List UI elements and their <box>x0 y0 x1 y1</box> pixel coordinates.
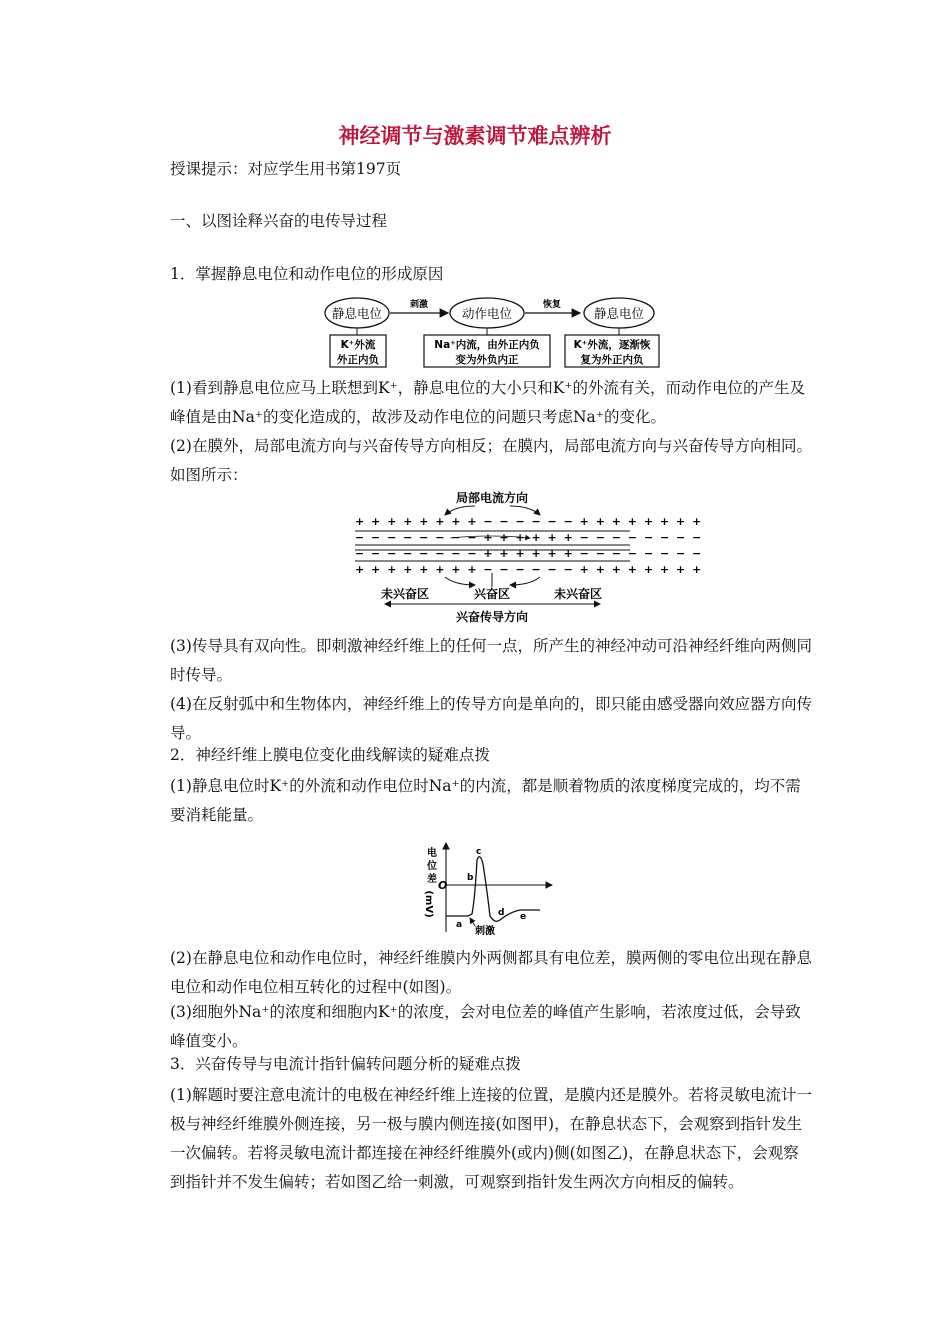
point-b: b <box>467 873 474 883</box>
unexcited-zone-left: 未兴奋区 <box>380 587 430 601</box>
paragraph-6: (2)在静息电位和动作电位时，神经纤维膜内外两侧都具有电位差，膜两侧的零电位出现在静息电位和动作电位相互转化的过程中(如图)。 <box>170 949 812 996</box>
note2-line2: 变为外负内正 <box>455 354 519 366</box>
item-heading-1: 1．掌握静息电位和动作电位的形成原因 <box>170 265 444 283</box>
paragraph-5: (1)静息电位时K⁺的外流和动作电位时Na⁺的内流，都是顺着物质的浓度梯度完成的，均不需要消耗能量。 <box>170 777 801 824</box>
flow-arrow1-label: 刺激 <box>409 300 429 310</box>
flow-box1: 静息电位 <box>331 306 383 321</box>
paragraph-8: (1)解题时要注意电流计的电极在神经纤维上连接的位置，是膜内还是膜外。若将灵敏电流计一极与神经纤维膜外侧连接，另一极与膜内侧连接(如图甲)，在静息状态下，会观察到指针发生一次偏转。若将灵敏电流计都连接在神经纤维膜外(或内)侧(如图乙)，在静息状态下，会观察到指针并不发生偏转；若如图乙给一刺激，可观察到指针发生两次方向相反的偏转。 <box>170 1086 812 1191</box>
outer-charges-bottom: + + + + + + + + − − − − − − + + + + + + + + <box>355 563 703 576</box>
inner-charges-bottom: − − − − − − − − + + + + + + − − − − − − − − <box>355 547 703 560</box>
note1-line2: 外正内负 <box>337 354 379 366</box>
graph-ylabel-2: 位 <box>427 861 437 872</box>
paragraph-2: (2)在膜外，局部电流方向与兴奋传导方向相反；在膜内，局部电流方向与兴奋传导方向相同。如图所示： <box>170 437 812 484</box>
origin-label: O <box>438 879 448 892</box>
excited-zone: 兴奋区 <box>473 587 511 601</box>
item-heading-2: 2．神经纤维上膜电位变化曲线解读的疑难点拨 <box>170 746 490 764</box>
paragraph-3: (3)传导具有双向性。即刺激神经纤维上的任何一点，所产生的神经冲动可沿神经纤维向两侧同时传导。 <box>170 637 812 684</box>
outer-charges-top: + + + + + + + + − − − − − − + + + + + + + + <box>355 515 703 528</box>
page-title: 神经调节与激素调节难点辨析 <box>338 124 612 148</box>
item-heading-3: 3．兴奋传导与电流计指针偏转问题分析的疑难点拨 <box>170 1055 521 1073</box>
stimulus-label: 刺激 <box>475 926 495 937</box>
note1-line1: K⁺外流 <box>340 339 376 351</box>
conduction-direction-label: 兴奋传导方向 <box>455 610 529 624</box>
paragraph-4: (4)在反射弧中和生物体内，神经纤维上的传导方向是单向的，即只能由感受器向效应器方向传导。 <box>170 695 812 742</box>
graph-ylabel-1: 电 <box>427 848 437 859</box>
membrane-current-diagram <box>350 487 703 627</box>
point-c: c <box>476 847 482 857</box>
unexcited-zone-right: 未兴奋区 <box>553 587 603 601</box>
paragraph-1: (1)看到静息电位应马上联想到K⁺，静息电位的大小只和K⁺的外流有关，而动作电位的产生及峰值是由Na⁺的变化造成的，故涉及动作电位的问题只考虑Na⁺的变化。 <box>170 379 805 426</box>
flow-box3: 静息电位 <box>593 306 645 321</box>
section-heading-1: 一、以图诠释兴奋的电传导过程 <box>170 212 388 230</box>
flow-box2: 动作电位 <box>461 306 513 321</box>
point-d: d <box>498 908 505 918</box>
point-a: a <box>456 920 463 930</box>
membrane-potential-graph <box>420 840 555 940</box>
note2-line1: Na⁺内流，由外正内负 <box>434 339 540 351</box>
local-current-label: 局部电流方向 <box>455 491 529 505</box>
paragraph-7: (3)细胞外Na⁺的浓度和细胞内K⁺的浓度，会对电位差的峰值产生影响，若浓度过低，会导致峰值变小。 <box>170 1003 801 1050</box>
point-e: e <box>520 912 527 922</box>
teaching-hint: 授课提示：对应学生用书第197页 <box>170 160 402 178</box>
inner-charges-top: − − − − − − − − + + + + + + − − − − − − − − <box>355 531 703 544</box>
flow-arrow2-label: 恢复 <box>542 300 562 310</box>
graph-ylabel-3: 差 <box>427 874 437 885</box>
potential-flow-diagram <box>320 293 670 373</box>
note3-line2: 复为外正内负 <box>580 354 644 366</box>
graph-ylabel-unit: (mV) <box>423 890 434 918</box>
note3-line1: K⁺外流，逐渐恢 <box>573 339 651 351</box>
